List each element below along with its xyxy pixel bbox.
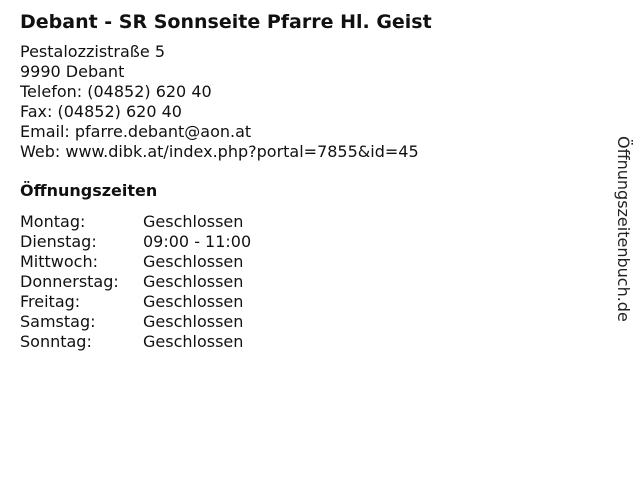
time-value: Geschlossen [143,332,244,351]
fax-number: Fax: (04852) 620 40 [20,102,182,121]
day-label: Montag: [20,212,86,231]
email-address: Email: pfarre.debant@aon.at [20,122,252,141]
day-label: Sonntag: [20,332,92,351]
phone-number: Telefon: (04852) 620 40 [20,82,212,101]
web-address: Web: www.dibk.at/index.php?portal=7855&id=45 [20,142,419,161]
time-value: Geschlossen [143,252,244,271]
hours-row-monday [20,212,600,232]
time-value: Geschlossen [143,212,244,231]
day-label: Samstag: [20,312,96,331]
hours-row-wednesday [20,252,600,272]
time-value: Geschlossen [143,312,244,331]
time-value: Geschlossen [143,292,244,311]
day-label: Donnerstag: [20,272,119,291]
page-title: Debant - SR Sonnseite Pfarre Hl. Geist [20,11,432,33]
street-address: Pestalozzistraße 5 [20,42,165,61]
city-address: 9990 Debant [20,62,125,81]
time-value: 09:00 - 11:00 [143,232,252,251]
opening-hours-table [20,212,600,352]
business-card [20,10,600,352]
hours-row-tuesday [20,232,600,252]
hours-row-sunday [20,332,600,352]
site-watermark: Öffnungszeitenbuch.de [614,136,633,322]
day-label: Freitag: [20,292,81,311]
opening-hours-heading: Öffnungszeiten [20,181,158,200]
hours-row-thursday [20,272,600,292]
hours-row-saturday [20,312,600,332]
hours-row-friday [20,292,600,312]
time-value: Geschlossen [143,272,244,291]
day-label: Dienstag: [20,232,97,251]
day-label: Mittwoch: [20,252,98,271]
